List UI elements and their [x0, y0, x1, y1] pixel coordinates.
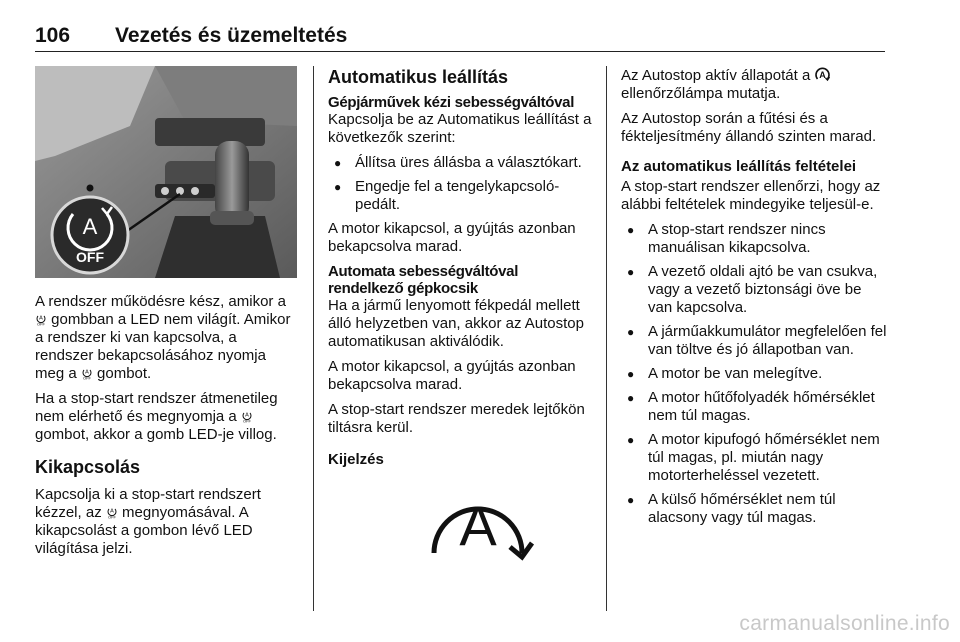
- column-divider: [313, 66, 314, 611]
- svg-text:OFF: OFF: [242, 418, 251, 423]
- paragraph: A rendszer működésre kész, amikor a A OFF gombban a LED nem világít. Amikor a rendszer ki van kapcsolva, a rendszer bekapcsolásához nyomja meg a A OFF gombot.: [35, 293, 291, 382]
- svg-text:OFF: OFF: [107, 514, 116, 519]
- column-1: [35, 66, 297, 565]
- bullet-list: [328, 154, 593, 214]
- svg-text:A: A: [82, 214, 98, 239]
- svg-text:A: A: [85, 369, 89, 376]
- list-item: ● A külső hőmérséklet nem túl alacsony vagy túl magas.: [621, 491, 887, 527]
- paragraph: Az Autostop aktív állapotát a A ellenőrzőlámpa mutatja.: [621, 66, 887, 103]
- list-item: ● A vezető oldali ajtó be van csukva, vagy a vezető biztonsági öve be van kapcsolva.: [621, 263, 887, 317]
- stop-start-button-photo: [35, 66, 297, 278]
- list-item: ● A motor kipufogó hőmérséklet nem túl magas, pl. miután nagy motorterheléssel vezetett.: [621, 431, 887, 485]
- section-heading: Kijelzés: [328, 451, 384, 468]
- svg-text:A: A: [819, 70, 827, 80]
- svg-text:OFF: OFF: [37, 321, 45, 326]
- subheading: Gépjárművek kézi sebességváltóval: [328, 94, 575, 111]
- column-3: [621, 66, 887, 533]
- paragraph: A stop-start rendszer ellenőrzi, hogy az alábbi feltételek mindegyike teljesül-e.: [621, 178, 881, 213]
- list-item: ● Engedje fel a tengelykapcsoló-pedált.: [328, 178, 593, 214]
- page-title: Vezetés és üzemeltetés: [115, 24, 348, 47]
- list-item: ● A motor be van melegítve.: [621, 365, 887, 383]
- paragraph: A stop-start rendszer meredek lejtőkön tiltásra kerül.: [328, 401, 585, 436]
- paragraph: Kapcsolja ki a stop-start rendszert kézzel, az A OFF megnyomásával. A kikapcsolást a gombon lévő LED világítása jelzi.: [35, 486, 261, 557]
- svg-text:A: A: [39, 315, 43, 322]
- list-item: ● A járműakkumulátor megfelelően fel van töltve és jó állapotban van.: [621, 323, 887, 359]
- svg-text:A: A: [110, 508, 114, 515]
- paragraph: A motor kikapcsol, a gyújtás azonban bekapcsolva marad.: [328, 358, 576, 393]
- paragraph: Ha a stop-start rendszer átmenetileg nem elérhető és megnyomja a A OFF gombot, akkor a gomb LED-je villog.: [35, 390, 278, 443]
- column-2: [328, 66, 593, 569]
- bullet-list: [621, 221, 887, 527]
- subheading: Automata sebességváltóval: [328, 263, 519, 280]
- stop-start-button-icon: [35, 312, 47, 326]
- stop-start-button-icon: [81, 366, 93, 380]
- paragraph: Kapcsolja be az Automatikus leállítást a következők szerint:: [328, 111, 592, 146]
- watermark: carmanualsonline.info: [739, 612, 950, 635]
- stop-start-button-icon: [106, 505, 118, 519]
- autostop-indicator-icon: [398, 479, 583, 569]
- stop-start-button-icon: [241, 409, 253, 423]
- paragraph: Az Autostop során a fűtési és a fékteljesítmény állandó szinten marad.: [621, 110, 877, 145]
- subheading: rendelkező gépkocsik: [328, 280, 478, 297]
- svg-text:OFF: OFF: [82, 375, 91, 380]
- svg-text:A: A: [245, 412, 249, 419]
- section-heading: Kikapcsolás: [35, 457, 141, 477]
- indicator-letter: A: [459, 494, 497, 557]
- list-item: ● A stop-start rendszer nincs manuálisan kikapcsolva.: [621, 221, 887, 257]
- page-header: [35, 22, 885, 52]
- section-heading: Az automatikus leállítás feltételei: [621, 158, 857, 175]
- list-item: ● A motor hűtőfolyadék hőmérséklet nem túl magas.: [621, 389, 887, 425]
- section-heading: Automatikus leállítás: [328, 67, 509, 87]
- list-item: ● Állítsa üres állásba a választókart.: [328, 154, 593, 172]
- photo-off-label: OFF: [76, 249, 104, 265]
- column-divider: [606, 66, 607, 611]
- autostop-indicator-icon: [814, 66, 831, 83]
- paragraph: Ha a jármű lenyomott fékpedál mellett álló helyzetben van, akkor az Autostop automatikusan aktiválódik.: [328, 297, 584, 350]
- page-number: 106: [35, 24, 71, 47]
- paragraph: A motor kikapcsol, a gyújtás azonban bekapcsolva marad.: [328, 220, 576, 255]
